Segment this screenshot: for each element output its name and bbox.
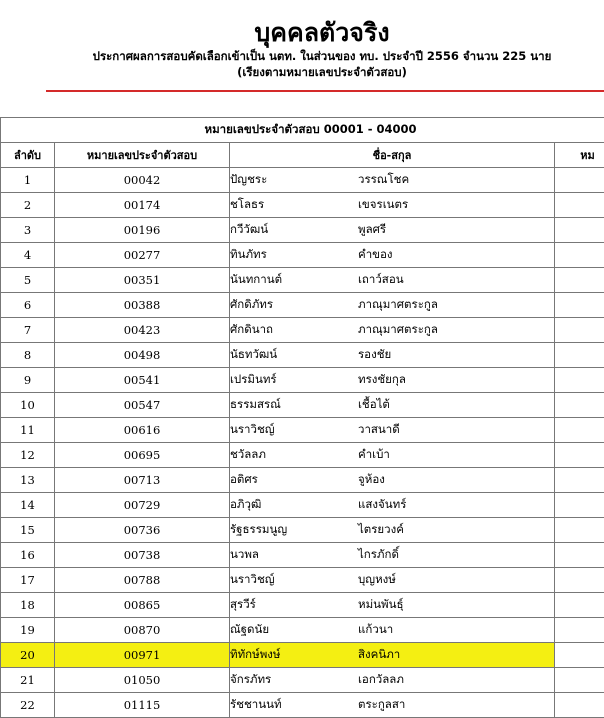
table-row [1,443,604,468]
table-row [1,643,604,668]
full-name [230,593,555,618]
last-name: แก้วนา [358,622,394,636]
exam-id: 01050 [55,668,230,693]
column-header-next: หม [555,143,604,168]
table-row [1,668,604,693]
full-name [230,368,555,393]
exam-id: 00736 [55,518,230,543]
next-column-cell [555,593,604,618]
row-number: 14 [1,493,55,518]
table-row [1,568,604,593]
table-row [1,493,604,518]
exam-id: 00547 [55,393,230,418]
table-row [1,218,604,243]
last-name: บุญหงษ์ [358,572,396,586]
row-number: 11 [1,418,55,443]
first-name: อภิวุฒิ [230,497,262,511]
exam-id: 00498 [55,343,230,368]
full-name [230,443,555,468]
next-column-cell [555,693,604,718]
column-header-no: ลำดับ [1,143,55,168]
full-name [230,493,555,518]
first-name: ทินภัทร [230,247,267,261]
table-row [1,168,604,193]
exam-id: 00729 [55,493,230,518]
table-row [1,268,604,293]
full-name [230,468,555,493]
first-name: สุรวีร์ [230,597,256,611]
last-name: เถาว์สอน [358,272,404,286]
row-number: 18 [1,593,55,618]
next-column-cell [555,168,604,193]
row-number: 7 [1,318,55,343]
last-name: ตระกูลสา [358,697,406,711]
last-name: ภาณุมาศตระกูล [358,297,438,311]
first-name: เปรมินทร์ [230,372,277,386]
range-caption: หมายเลขประจำตัวสอบ 00001 - 04000 [1,118,604,143]
full-name [230,168,555,193]
full-name [230,693,555,718]
table-row [1,518,604,543]
full-name [230,393,555,418]
exam-id: 00738 [55,543,230,568]
full-name [230,193,555,218]
next-column-cell [555,368,604,393]
table-row [1,293,604,318]
announcement-subtitle: ประกาศผลการสอบคัดเลือกเข้าเป็น นตท. ในส่วนของ ทบ. ประจำปี 2556 จำนวน 225 นาย [92,49,552,63]
full-name [230,243,555,268]
next-column-cell [555,518,604,543]
last-name: เขจรเนตร [358,197,409,211]
last-name: แสงจันทร์ [358,497,407,511]
exam-id: 00616 [55,418,230,443]
next-column-cell [555,568,604,593]
full-name [230,418,555,443]
results-body [1,168,604,718]
last-name: หม่นพันธุ์ [358,597,404,611]
last-name: คำของ [358,247,393,261]
table-row [1,543,604,568]
table-row [1,468,604,493]
exam-id: 00423 [55,318,230,343]
exam-id: 00042 [55,168,230,193]
full-name [230,268,555,293]
page-header [0,0,604,80]
row-number: 10 [1,393,55,418]
next-column-cell [555,493,604,518]
first-name: นราวิชญ์ [230,422,275,436]
table-row [1,343,604,368]
last-name: จูห้อง [358,472,385,486]
table-row [1,618,604,643]
row-number: 5 [1,268,55,293]
full-name [230,318,555,343]
full-name [230,618,555,643]
full-name [230,568,555,593]
next-column-cell [555,393,604,418]
row-number: 2 [1,193,55,218]
table-row [1,418,604,443]
exam-id: 00277 [55,243,230,268]
row-number: 15 [1,518,55,543]
first-name: อติศร [230,472,258,486]
exam-id: 00541 [55,368,230,393]
table-row [1,318,604,343]
row-number: 3 [1,218,55,243]
next-column-cell [555,293,604,318]
table-row [1,693,604,718]
table-row [1,243,604,268]
exam-id: 00695 [55,443,230,468]
full-name [230,643,555,668]
next-column-cell [555,343,604,368]
first-name: นันทกานต์ [230,272,283,286]
first-name: ชวัลลภ [230,447,266,461]
first-name: รัฐธรรมนูญ [230,522,288,536]
full-name [230,543,555,568]
first-name: นัธทวัฒน์ [230,347,278,361]
next-column-cell [555,543,604,568]
last-name: ไตรยวงค์ [358,522,404,536]
last-name: ไกรภักดิ์ [358,547,399,561]
exam-id: 00174 [55,193,230,218]
row-number: 19 [1,618,55,643]
row-number: 6 [1,293,55,318]
first-name: ทิทักษ์พงษ์ [230,647,281,661]
last-name: คำเบ้า [358,447,390,461]
last-name: ภาณุมาศตระกูล [358,322,438,336]
results-table [0,117,604,718]
column-header-full-name: ชื่อ-สกุล [230,143,555,168]
exam-id: 00196 [55,218,230,243]
row-number: 8 [1,343,55,368]
row-number: 17 [1,568,55,593]
full-name [230,293,555,318]
first-name: ณัฐดนัย [230,622,270,636]
page-title: บุคคลตัวจริง [254,18,390,47]
row-number: 4 [1,243,55,268]
first-name: จักรภัทร [230,672,272,686]
table-row [1,368,604,393]
exam-id: 00713 [55,468,230,493]
next-column-cell [555,193,604,218]
next-column-cell [555,618,604,643]
first-name: ธรรมสรณ์ [230,397,281,411]
exam-id: 00788 [55,568,230,593]
last-name: วรรณโชค [358,172,410,186]
first-name: กวีวัฒน์ [230,222,269,236]
table-row [1,393,604,418]
first-name: ศักดินาถ [230,322,274,336]
table-row [1,193,604,218]
column-header-exam-id: หมายเลขประจำตัวสอบ [55,143,230,168]
next-column-cell [555,218,604,243]
row-number: 1 [1,168,55,193]
header-divider [46,90,604,92]
next-column-cell [555,468,604,493]
exam-id: 00870 [55,618,230,643]
next-column-cell [555,668,604,693]
last-name: สิงคนิภา [358,647,401,661]
full-name [230,218,555,243]
row-number: 12 [1,443,55,468]
last-name: พูลศรี [358,222,387,236]
row-number: 13 [1,468,55,493]
first-name: ชโลธร [230,197,265,211]
first-name: รัชชานนท์ [230,697,282,711]
row-number: 22 [1,693,55,718]
row-number: 20 [1,643,55,668]
first-name: นวพล [230,547,259,561]
next-column-cell [555,318,604,343]
last-name: รองชัย [358,347,392,361]
last-name: วาสนาดี [358,422,400,436]
row-number: 16 [1,543,55,568]
first-name: นราวิชญ์ [230,572,275,586]
exam-id: 00971 [55,643,230,668]
first-name: ปัญชระ [230,172,268,186]
full-name [230,518,555,543]
last-name: เชื้อไต้ [358,397,390,411]
next-column-cell [555,268,604,293]
row-number: 21 [1,668,55,693]
row-number: 9 [1,368,55,393]
next-column-cell [555,243,604,268]
column-header-row [1,143,604,168]
next-column-cell [555,418,604,443]
exam-id: 01115 [55,693,230,718]
first-name: ศักดิภัทร [230,297,274,311]
table-row [1,593,604,618]
sort-note: (เรียงตามหมายเลขประจำตัวสอบ) [237,65,407,79]
last-name: ทรงชัยกุล [358,372,406,386]
exam-id: 00388 [55,293,230,318]
exam-id: 00351 [55,268,230,293]
full-name [230,343,555,368]
range-caption-row [1,118,604,143]
full-name [230,668,555,693]
next-column-cell [555,643,604,668]
exam-id: 00865 [55,593,230,618]
next-column-cell [555,443,604,468]
last-name: เอกวัลลภ [358,672,404,686]
